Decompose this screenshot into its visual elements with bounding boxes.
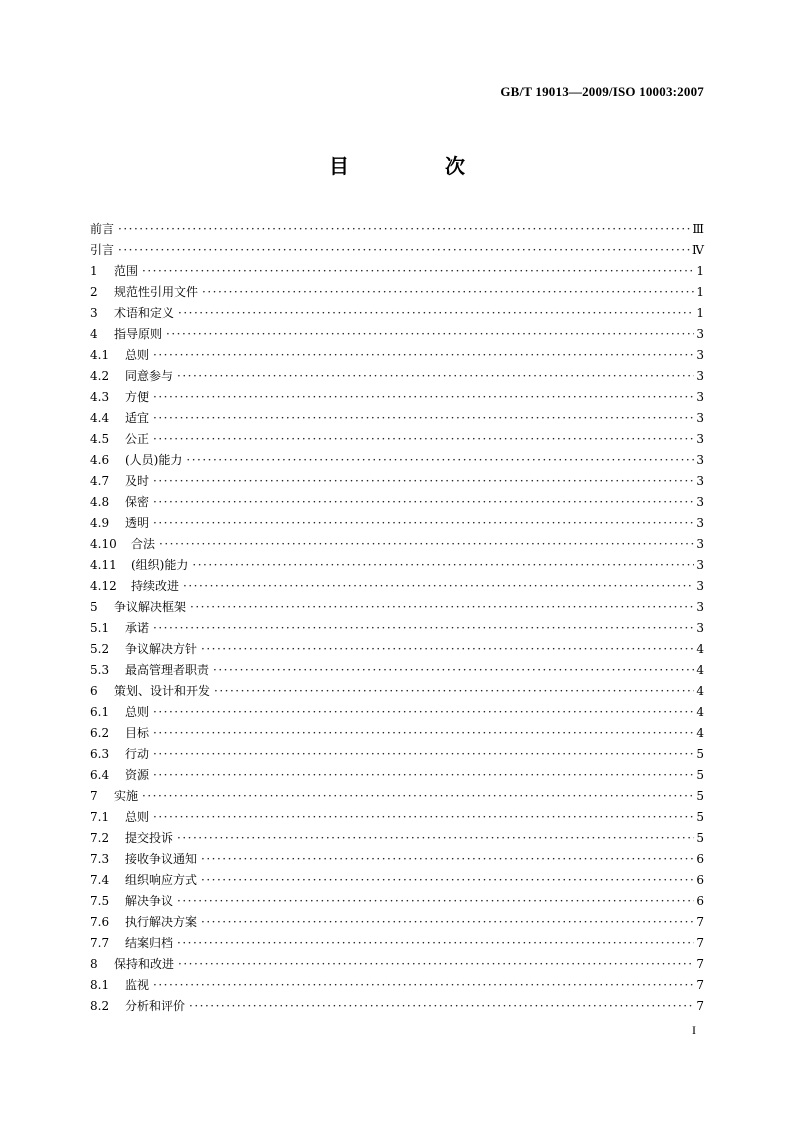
toc-entry-label: 适宜 [125, 411, 150, 425]
toc-entry-label: 结案归档 [125, 936, 174, 950]
toc-entry-page: Ⅳ [692, 243, 704, 257]
toc-entry[interactable] [90, 744, 704, 765]
toc-entry-page: 3 [696, 411, 704, 425]
toc-entry-number: 7.7 [90, 936, 110, 950]
toc-entry[interactable] [90, 576, 704, 597]
toc-leader-dots [178, 954, 694, 975]
toc-entry[interactable] [90, 660, 704, 681]
toc-entry-label: 保密 [125, 495, 150, 509]
toc-entry-label: 同意参与 [125, 369, 174, 383]
toc-entry-number: 2 [90, 285, 98, 299]
toc-entry[interactable] [90, 828, 704, 849]
toc-entry-number: 4.1 [90, 348, 110, 362]
toc-leader-dots [201, 639, 694, 660]
toc-leader-dots [186, 450, 694, 471]
toc-entry-label: 引言 [90, 243, 115, 257]
table-of-contents [90, 219, 704, 1017]
toc-entry-label: 资源 [125, 768, 150, 782]
toc-entry-number: 7.2 [90, 831, 110, 845]
toc-leader-dots [153, 408, 694, 429]
toc-entry[interactable] [90, 618, 704, 639]
toc-entry-label: 指导原则 [114, 327, 163, 341]
toc-entry[interactable] [90, 723, 704, 744]
toc-entry-page: 3 [696, 579, 704, 593]
toc-leader-dots [153, 807, 694, 828]
toc-entry-page: 3 [696, 327, 704, 341]
toc-leader-dots [153, 765, 694, 786]
toc-entry[interactable] [90, 639, 704, 660]
toc-leader-dots [153, 471, 694, 492]
toc-entry[interactable] [90, 933, 704, 954]
toc-entry-page: 3 [696, 369, 704, 383]
toc-entry-label: 接收争议通知 [125, 852, 198, 866]
toc-entry-page: 3 [696, 474, 704, 488]
toc-entry[interactable] [90, 996, 704, 1017]
toc-entry-number: 7.3 [90, 852, 110, 866]
toc-leader-dots [177, 828, 694, 849]
toc-entry-label: (组织)能力 [131, 558, 189, 572]
toc-entry-number: 3 [90, 306, 98, 320]
toc-entry-page: 3 [696, 453, 704, 467]
toc-entry-label: 及时 [125, 474, 150, 488]
toc-entry[interactable] [90, 807, 704, 828]
toc-leader-dots [177, 933, 694, 954]
toc-entry[interactable] [90, 597, 704, 618]
toc-entry[interactable] [90, 240, 704, 261]
toc-entry[interactable] [90, 492, 704, 513]
toc-entry-number: 4.12 [90, 579, 117, 593]
toc-entry[interactable] [90, 870, 704, 891]
toc-leader-dots [153, 513, 694, 534]
toc-leader-dots [153, 387, 694, 408]
toc-entry[interactable] [90, 912, 704, 933]
toc-entry[interactable] [90, 366, 704, 387]
toc-entry[interactable] [90, 681, 704, 702]
toc-leader-dots [192, 555, 694, 576]
toc-entry-number: 6.1 [90, 705, 110, 719]
toc-entry[interactable] [90, 471, 704, 492]
toc-entry-label: 解决争议 [125, 894, 174, 908]
toc-entry-number: 4.5 [90, 432, 110, 446]
toc-entry-number: 8.1 [90, 978, 110, 992]
toc-entry-number: 5.2 [90, 642, 110, 656]
toc-entry-number: 4.10 [90, 537, 117, 551]
toc-entry[interactable] [90, 702, 704, 723]
toc-entry-page: 3 [696, 495, 704, 509]
toc-entry[interactable] [90, 849, 704, 870]
toc-leader-dots [153, 744, 694, 765]
toc-entry-page: 3 [696, 621, 704, 635]
toc-entry[interactable] [90, 261, 704, 282]
toc-entry-number: 4.3 [90, 390, 110, 404]
toc-leader-dots [153, 429, 694, 450]
toc-entry-label: 目标 [125, 726, 150, 740]
toc-leader-dots [214, 681, 694, 702]
toc-entry-label: 方便 [125, 390, 150, 404]
toc-entry-page: 4 [696, 726, 704, 740]
toc-entry-label: 争议解决框架 [114, 600, 187, 614]
toc-leader-dots [183, 576, 694, 597]
toc-entry-page: 1 [696, 285, 704, 299]
page-number: I [692, 1023, 696, 1037]
toc-entry-number: 6.2 [90, 726, 110, 740]
toc-entry-number: 6.3 [90, 747, 110, 761]
toc-entry-page: 7 [696, 957, 704, 971]
toc-leader-dots [213, 660, 694, 681]
toc-entry-label: 行动 [125, 747, 150, 761]
toc-entry-page: 3 [696, 348, 704, 362]
toc-entry-page: 5 [696, 789, 704, 803]
toc-entry-number: 8.2 [90, 999, 110, 1013]
toc-entry-label: 合法 [131, 537, 156, 551]
toc-entry-page: 3 [696, 558, 704, 572]
toc-entry-label: 总则 [125, 348, 150, 362]
toc-leader-dots [177, 366, 694, 387]
toc-entry-number: 8 [90, 957, 98, 971]
toc-entry-number: 7 [90, 789, 98, 803]
toc-entry-page: 5 [696, 810, 704, 824]
toc-leader-dots [166, 324, 694, 345]
toc-entry-number: 4.6 [90, 453, 110, 467]
toc-entry-page: 7 [696, 978, 704, 992]
toc-entry-label: 透明 [125, 516, 150, 530]
toc-entry-number: 4.8 [90, 495, 110, 509]
toc-entry-page: 3 [696, 537, 704, 551]
toc-entry-page: 4 [696, 684, 704, 698]
toc-entry[interactable] [90, 513, 704, 534]
toc-entry[interactable] [90, 345, 704, 366]
toc-leader-dots [177, 891, 694, 912]
toc-entry-label: 范围 [114, 264, 139, 278]
toc-leader-dots [118, 240, 690, 261]
toc-entry-number: 4.9 [90, 516, 110, 530]
toc-entry-page: 7 [696, 999, 704, 1013]
toc-entry-label: 承诺 [125, 621, 150, 635]
toc-entry-label: 最高管理者职责 [125, 663, 210, 677]
toc-entry-number: 7.6 [90, 915, 110, 929]
toc-entry-page: 5 [696, 768, 704, 782]
standard-code: GB/T 19013—2009/ISO 10003:2007 [500, 84, 704, 99]
toc-entry-label: 分析和评价 [125, 999, 186, 1013]
toc-entry-number: 7.4 [90, 873, 110, 887]
toc-entry-page: 4 [696, 663, 704, 677]
toc-entry-page: 1 [696, 306, 704, 320]
toc-entry[interactable] [90, 786, 704, 807]
toc-entry-label: 争议解决方针 [125, 642, 198, 656]
toc-entry-page: 1 [696, 264, 704, 278]
toc-entry[interactable] [90, 975, 704, 996]
toc-leader-dots [159, 534, 694, 555]
toc-entry-label: 策划、设计和开发 [114, 684, 211, 698]
toc-leader-dots [153, 345, 694, 366]
toc-entry-page: 3 [696, 516, 704, 530]
toc-entry-number: 4.7 [90, 474, 110, 488]
toc-entry-label: 总则 [125, 810, 150, 824]
toc-leader-dots [189, 996, 694, 1017]
toc-entry[interactable] [90, 450, 704, 471]
toc-leader-dots [153, 975, 694, 996]
toc-leader-dots [190, 597, 694, 618]
toc-entry-label: 前言 [90, 222, 115, 236]
toc-entry-page: 6 [696, 873, 704, 887]
toc-leader-dots [153, 492, 694, 513]
toc-entry-page: 4 [696, 642, 704, 656]
toc-leader-dots [153, 723, 694, 744]
toc-entry-label: (人员)能力 [125, 453, 183, 467]
toc-entry-label: 监视 [125, 978, 150, 992]
toc-entry-number: 6.4 [90, 768, 110, 782]
toc-entry-page: 5 [696, 831, 704, 845]
toc-entry-label: 执行解决方案 [125, 915, 198, 929]
toc-entry-label: 实施 [114, 789, 139, 803]
toc-entry-label: 规范性引用文件 [114, 285, 199, 299]
toc-entry-page: 7 [696, 936, 704, 950]
toc-leader-dots [118, 219, 690, 240]
toc-entry-label: 提交投诉 [125, 831, 174, 845]
toc-leader-dots [178, 303, 694, 324]
toc-entry[interactable] [90, 891, 704, 912]
toc-entry-label: 术语和定义 [114, 306, 175, 320]
toc-entry[interactable] [90, 954, 704, 975]
toc-entry-page: 7 [696, 915, 704, 929]
toc-entry-page: 3 [696, 600, 704, 614]
toc-leader-dots [153, 702, 694, 723]
toc-entry-label: 总则 [125, 705, 150, 719]
toc-leader-dots [153, 618, 694, 639]
toc-leader-dots [201, 849, 694, 870]
toc-leader-dots [201, 912, 694, 933]
toc-entry[interactable] [90, 408, 704, 429]
toc-entry-number: 1 [90, 264, 98, 278]
toc-title: 目 次 [329, 154, 503, 178]
toc-leader-dots [201, 870, 694, 891]
toc-entry[interactable] [90, 429, 704, 450]
toc-entry-page: 3 [696, 390, 704, 404]
toc-entry[interactable] [90, 765, 704, 786]
toc-entry-number: 4.2 [90, 369, 110, 383]
toc-entry[interactable] [90, 324, 704, 345]
toc-leader-dots [202, 282, 694, 303]
toc-leader-dots [142, 786, 694, 807]
toc-entry-label: 组织响应方式 [125, 873, 198, 887]
toc-entry-number: 4.4 [90, 411, 110, 425]
toc-entry[interactable] [90, 387, 704, 408]
toc-entry-number: 7.5 [90, 894, 110, 908]
toc-entry-label: 保持和改进 [114, 957, 175, 971]
toc-entry-label: 持续改进 [131, 579, 180, 593]
toc-entry-page: 6 [696, 894, 704, 908]
toc-entry[interactable] [90, 282, 704, 303]
toc-entry[interactable] [90, 303, 704, 324]
toc-entry-number: 5 [90, 600, 98, 614]
toc-entry-page: Ⅲ [692, 222, 704, 236]
toc-entry[interactable] [90, 534, 704, 555]
toc-entry-page: 6 [696, 852, 704, 866]
toc-entry-number: 4.11 [90, 558, 117, 572]
toc-leader-dots [142, 261, 694, 282]
toc-entry-page: 3 [696, 432, 704, 446]
toc-entry[interactable] [90, 219, 704, 240]
toc-entry-number: 7.1 [90, 810, 110, 824]
toc-entry-number: 5.1 [90, 621, 110, 635]
toc-entry-page: 5 [696, 747, 704, 761]
toc-entry-number: 4 [90, 327, 98, 341]
toc-entry-number: 6 [90, 684, 98, 698]
toc-entry-label: 公正 [125, 432, 150, 446]
toc-entry-page: 4 [696, 705, 704, 719]
toc-entry-number: 5.3 [90, 663, 110, 677]
toc-entry[interactable] [90, 555, 704, 576]
